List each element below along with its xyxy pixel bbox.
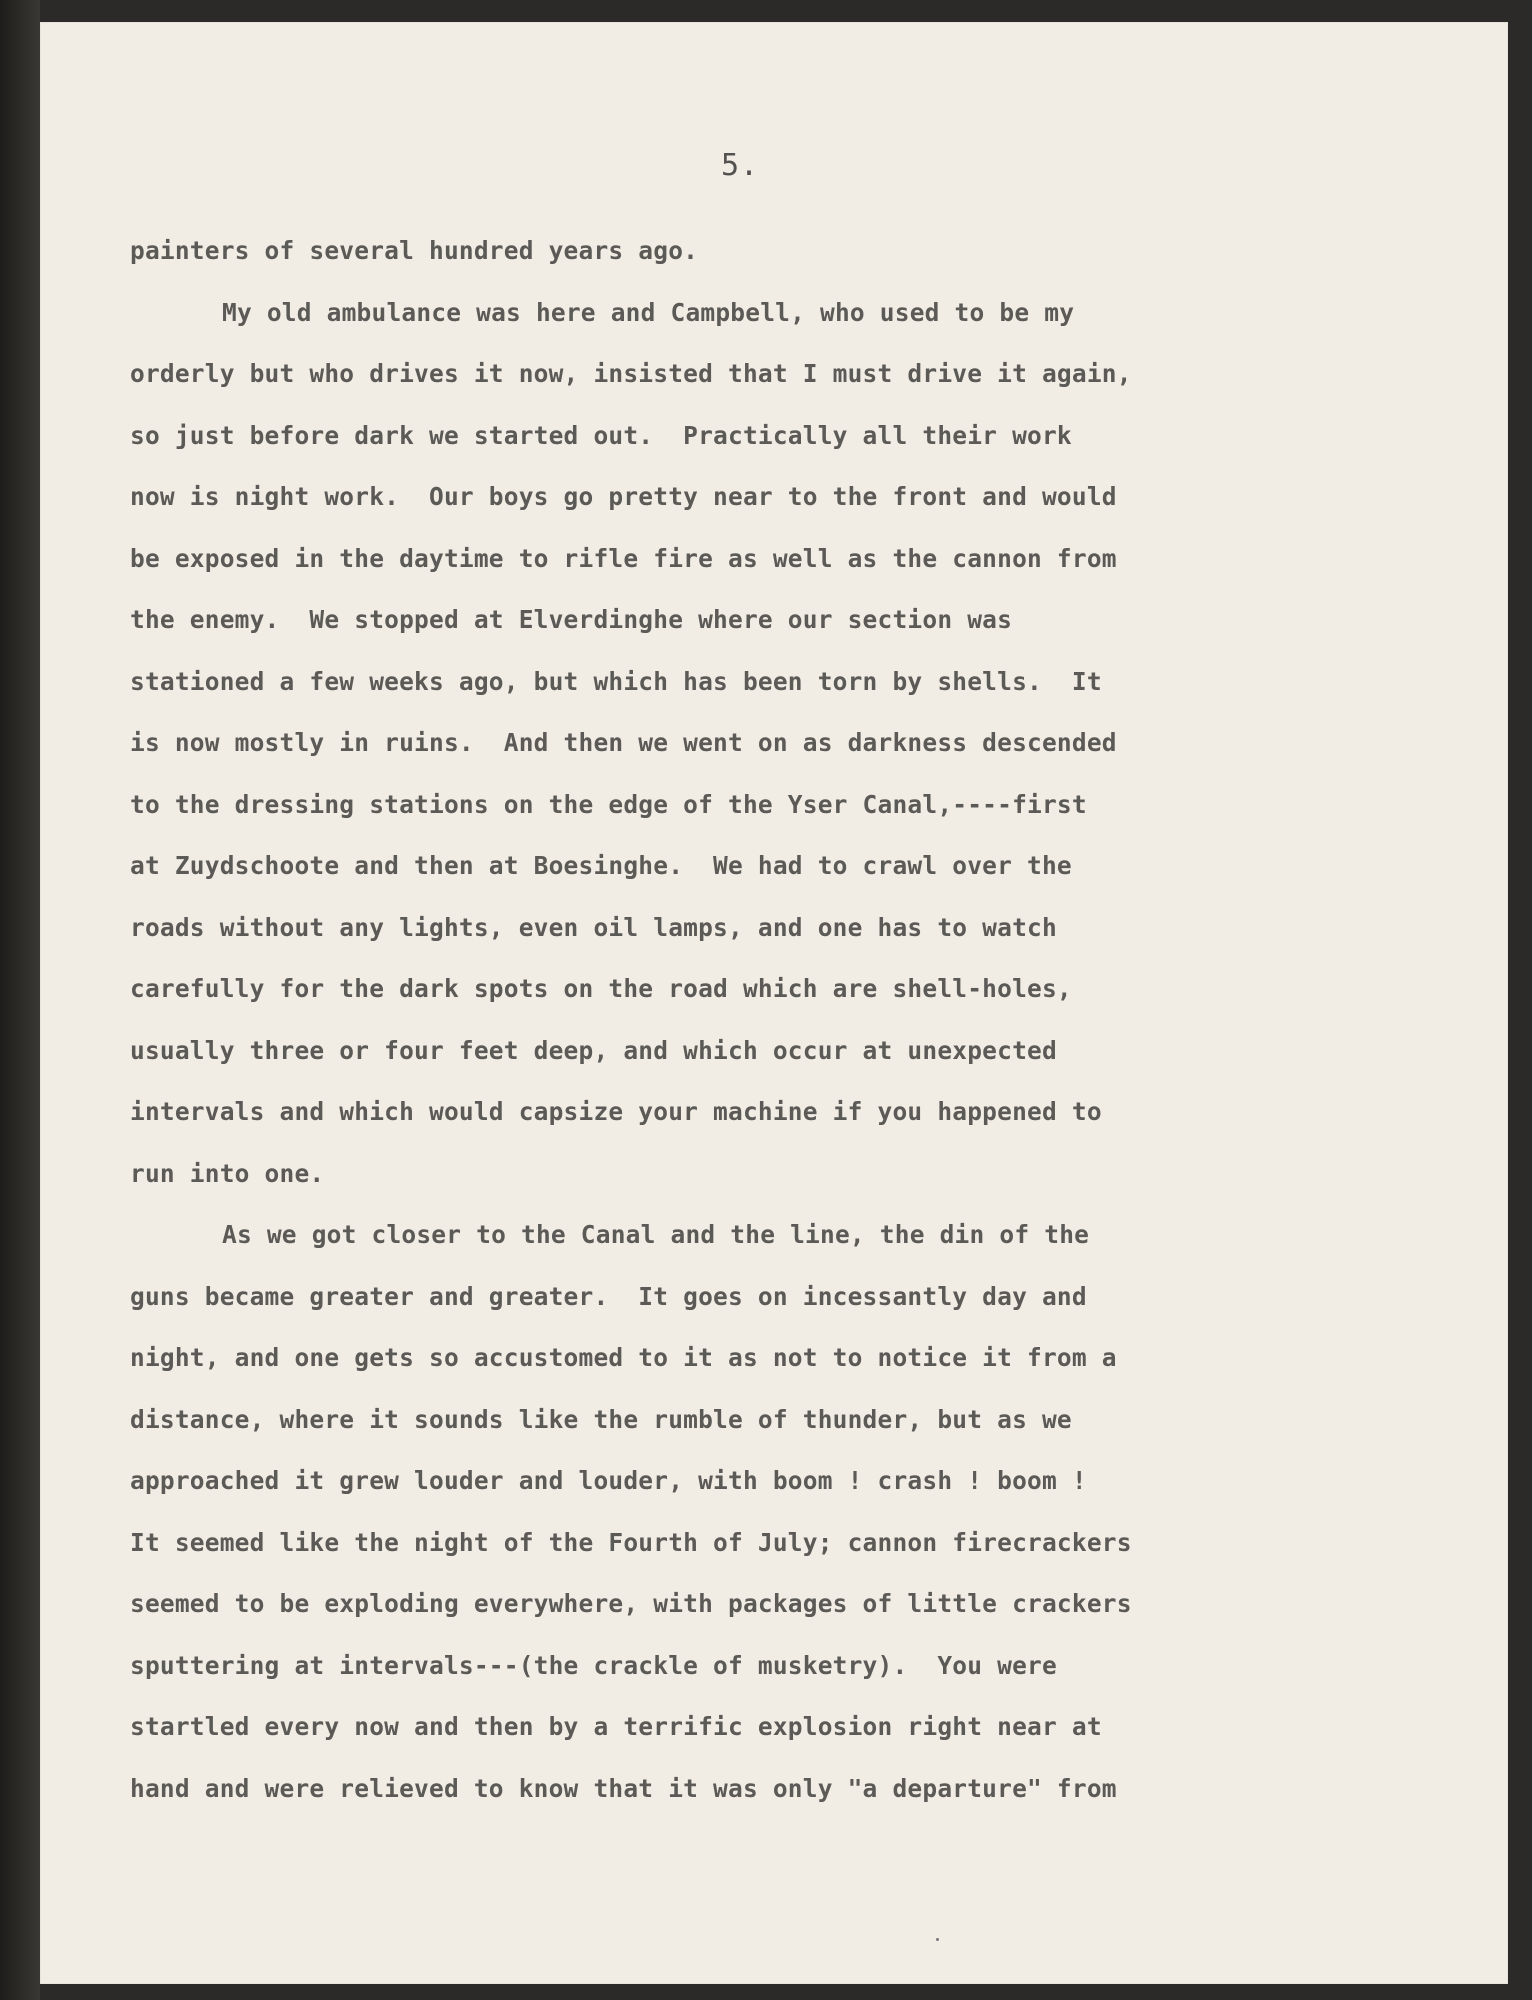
body-text	[130, 220, 1420, 1819]
text-line: at Zuydschoote and then at Boesinghe. We had to crawl over the	[130, 851, 1072, 880]
text-line: intervals and which would capsize your machine if you happened to	[130, 1097, 1102, 1126]
text-line: hand and were relieved to know that it was only "a departure" from	[130, 1773, 1117, 1803]
page-edge-shadow	[0, 0, 40, 2000]
text-line: approached it grew louder and louder, with boom ! crash ! boom !	[130, 1466, 1087, 1495]
text-line: stationed a few weeks ago, but which has been torn by shells. It	[130, 666, 1102, 696]
text-line: guns became greater and greater. It goes on incessantly day and	[130, 1281, 1087, 1311]
text-line: orderly but who drives it now, insisted that I must drive it again,	[130, 359, 1132, 388]
paper-speck	[936, 1938, 939, 1941]
text-line: distance, where it sounds like the rumble of thunder, but as we	[130, 1404, 1072, 1434]
text-line: the enemy. We stopped at Elverdinghe where our section was	[130, 605, 1013, 634]
text-line: now is night work. Our boys go pretty near to the front and would	[130, 482, 1117, 511]
text-line: painters of several hundred years ago.	[130, 236, 699, 265]
text-line: roads without any lights, even oil lamps, and one has to watch	[130, 912, 1057, 942]
text-line: It seemed like the night of the Fourth of July; cannon firecrackers	[130, 1527, 1132, 1557]
text-line: startled every now and then by a terrific explosion right near at	[130, 1712, 1102, 1741]
text-line: night, and one gets so accustomed to it as not to notice it from a	[130, 1343, 1117, 1372]
text-line: sputtering at intervals---(the crackle of musketry). You were	[130, 1650, 1057, 1680]
text-line: seemed to be exploding everywhere, with packages of little crackers	[130, 1589, 1132, 1618]
text-line: carefully for the dark spots on the road which are shell-holes,	[130, 974, 1072, 1003]
page-number: 5.	[720, 148, 760, 183]
text-line: As we got closer to the Canal and the line, the din of the	[222, 1220, 1090, 1249]
text-line: be exposed in the daytime to rifle fire as well as the cannon from	[130, 543, 1117, 573]
text-line: run into one.	[130, 1158, 325, 1188]
text-line: usually three or four feet deep, and which occur at unexpected	[130, 1035, 1057, 1065]
text-line: My old ambulance was here and Campbell, who used to be my	[222, 297, 1075, 327]
text-line: is now mostly in ruins. And then we went on as darkness descended	[130, 728, 1117, 757]
text-line: so just before dark we started out. Practically all their work	[130, 420, 1072, 450]
text-line: to the dressing stations on the edge of the Yser Canal,----first	[130, 789, 1087, 819]
